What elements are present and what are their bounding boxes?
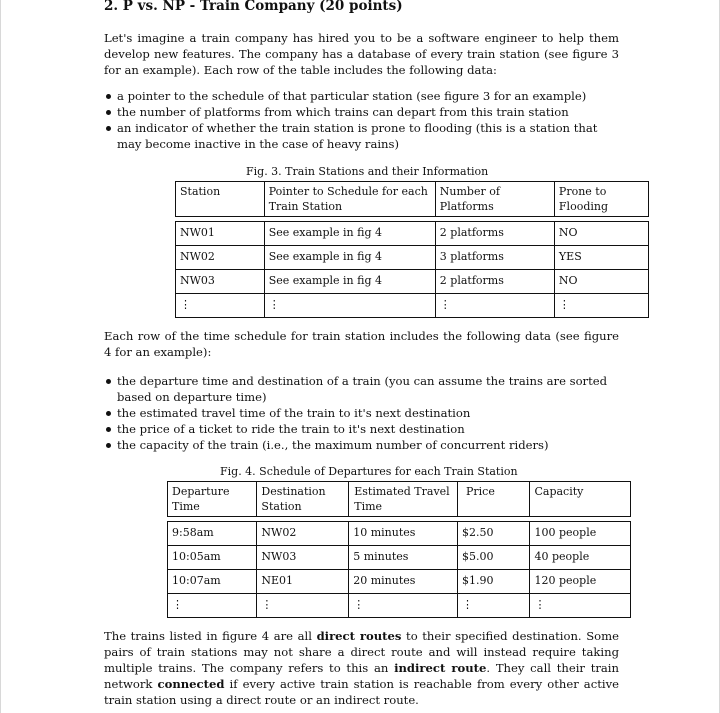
table-cell: YES	[554, 245, 649, 269]
fig3-table	[175, 181, 649, 318]
table-header-row	[167, 481, 631, 517]
paragraph-text: . They call their train network	[104, 661, 619, 691]
table-cell: 40 people	[529, 545, 631, 569]
table-header-row	[175, 181, 649, 217]
table-cell: NW01	[175, 221, 264, 245]
list-item: the estimated travel time of the train to it's next destination	[104, 405, 619, 421]
column-header: Departure Time	[167, 481, 256, 517]
paragraph-text: if every active train station is reachable from every other active train station using a direct route or an indirect route.	[104, 677, 619, 707]
term-connected: connected	[157, 677, 225, 691]
column-header: Capacity	[529, 481, 631, 517]
table-cell: NW03	[175, 269, 264, 293]
table-row	[175, 245, 649, 269]
list-item: an indicator of whether the train station is prone to flooding (this is a station that may become inactive in the case of heavy rains)	[104, 120, 619, 152]
table-cell: 9:58am	[167, 521, 256, 545]
station-bullet-list	[104, 88, 619, 152]
column-header: Price	[457, 481, 530, 517]
table-cell: NW02	[175, 245, 264, 269]
table-cell: 10:07am	[167, 569, 256, 593]
column-header: Pointer to Schedule for each Train Station	[264, 181, 435, 217]
table-cell: ⋮	[167, 593, 256, 618]
fig4-table	[167, 481, 631, 618]
table-row	[167, 569, 631, 593]
list-item: the number of platforms from which trains can depart from this train station	[104, 104, 619, 120]
table-cell: ⋮	[435, 293, 554, 318]
term-direct-routes: direct routes	[316, 629, 402, 643]
intro-paragraph: Let's imagine a train company has hired you to be a software engineer to help them develop new features. The company has a database of every train station (see figure 3 for an example). Each row of the table includes the following data:	[104, 31, 619, 77]
table-cell: ⋮	[256, 593, 348, 618]
schedule-bullet-list	[104, 373, 619, 453]
table-cell: 20 minutes	[348, 569, 457, 593]
table-row	[167, 545, 631, 569]
term-indirect-route: indirect route	[394, 661, 487, 675]
table-cell: ⋮	[457, 593, 530, 618]
table-cell: 3 platforms	[435, 245, 554, 269]
column-header: Estimated Travel Time	[348, 481, 457, 517]
table-cell: 2 platforms	[435, 269, 554, 293]
question-heading: 2. P vs. NP - Train Company (20 points)	[104, 0, 403, 14]
table-cell: 100 people	[529, 521, 631, 545]
table-row	[175, 221, 649, 245]
table-row	[167, 521, 631, 545]
table-cell: 10:05am	[167, 545, 256, 569]
schedule-intro-paragraph: Each row of the time schedule for train station includes the following data (see figure 4 for an example):	[104, 329, 619, 359]
table-cell: ⋮	[264, 293, 435, 318]
list-item: the capacity of the train (i.e., the maximum number of concurrent riders)	[104, 437, 619, 453]
table-cell: NO	[554, 221, 649, 245]
fig4-caption: Fig. 4. Schedule of Departures for each Train Station	[220, 465, 518, 478]
table-cell: 120 people	[529, 569, 631, 593]
paragraph-text: The trains listed in figure 4 are all	[104, 629, 317, 643]
table-row	[175, 293, 649, 318]
list-item: the price of a ticket to ride the train to it's next destination	[104, 421, 619, 437]
table-cell: $2.50	[457, 521, 530, 545]
table-cell: NO	[554, 269, 649, 293]
column-header: Station	[175, 181, 264, 217]
table-cell: 2 platforms	[435, 221, 554, 245]
table-cell: 10 minutes	[348, 521, 457, 545]
table-row	[167, 593, 631, 618]
table-cell: ⋮	[348, 593, 457, 618]
table-cell: See example in fig 4	[264, 269, 435, 293]
list-item: the departure time and destination of a train (you can assume the trains are sorted based on departure time)	[104, 373, 619, 405]
table-cell: ⋮	[554, 293, 649, 318]
table-cell: NE01	[256, 569, 348, 593]
table-cell: See example in fig 4	[264, 221, 435, 245]
table-cell: NW03	[256, 545, 348, 569]
column-header: Prone to Flooding	[554, 181, 649, 217]
table-cell: 5 minutes	[348, 545, 457, 569]
table-cell: NW02	[256, 521, 348, 545]
fig3-caption: Fig. 3. Train Stations and their Information	[246, 165, 489, 178]
column-header: Number of Platforms	[435, 181, 554, 217]
table-cell: $1.90	[457, 569, 530, 593]
list-item: a pointer to the schedule of that particular station (see figure 3 for an example)	[104, 88, 619, 104]
column-header: Destination Station	[256, 481, 348, 517]
table-cell: ⋮	[529, 593, 631, 618]
table-cell: ⋮	[175, 293, 264, 318]
table-cell: See example in fig 4	[264, 245, 435, 269]
paragraph-text: to their specified destination. Some pairs of train stations may not share a direct route and will instead require taking multiple trains. The company refers to this an	[104, 629, 619, 675]
table-cell: $5.00	[457, 545, 530, 569]
closing-paragraph	[104, 628, 619, 708]
table-row	[175, 269, 649, 293]
